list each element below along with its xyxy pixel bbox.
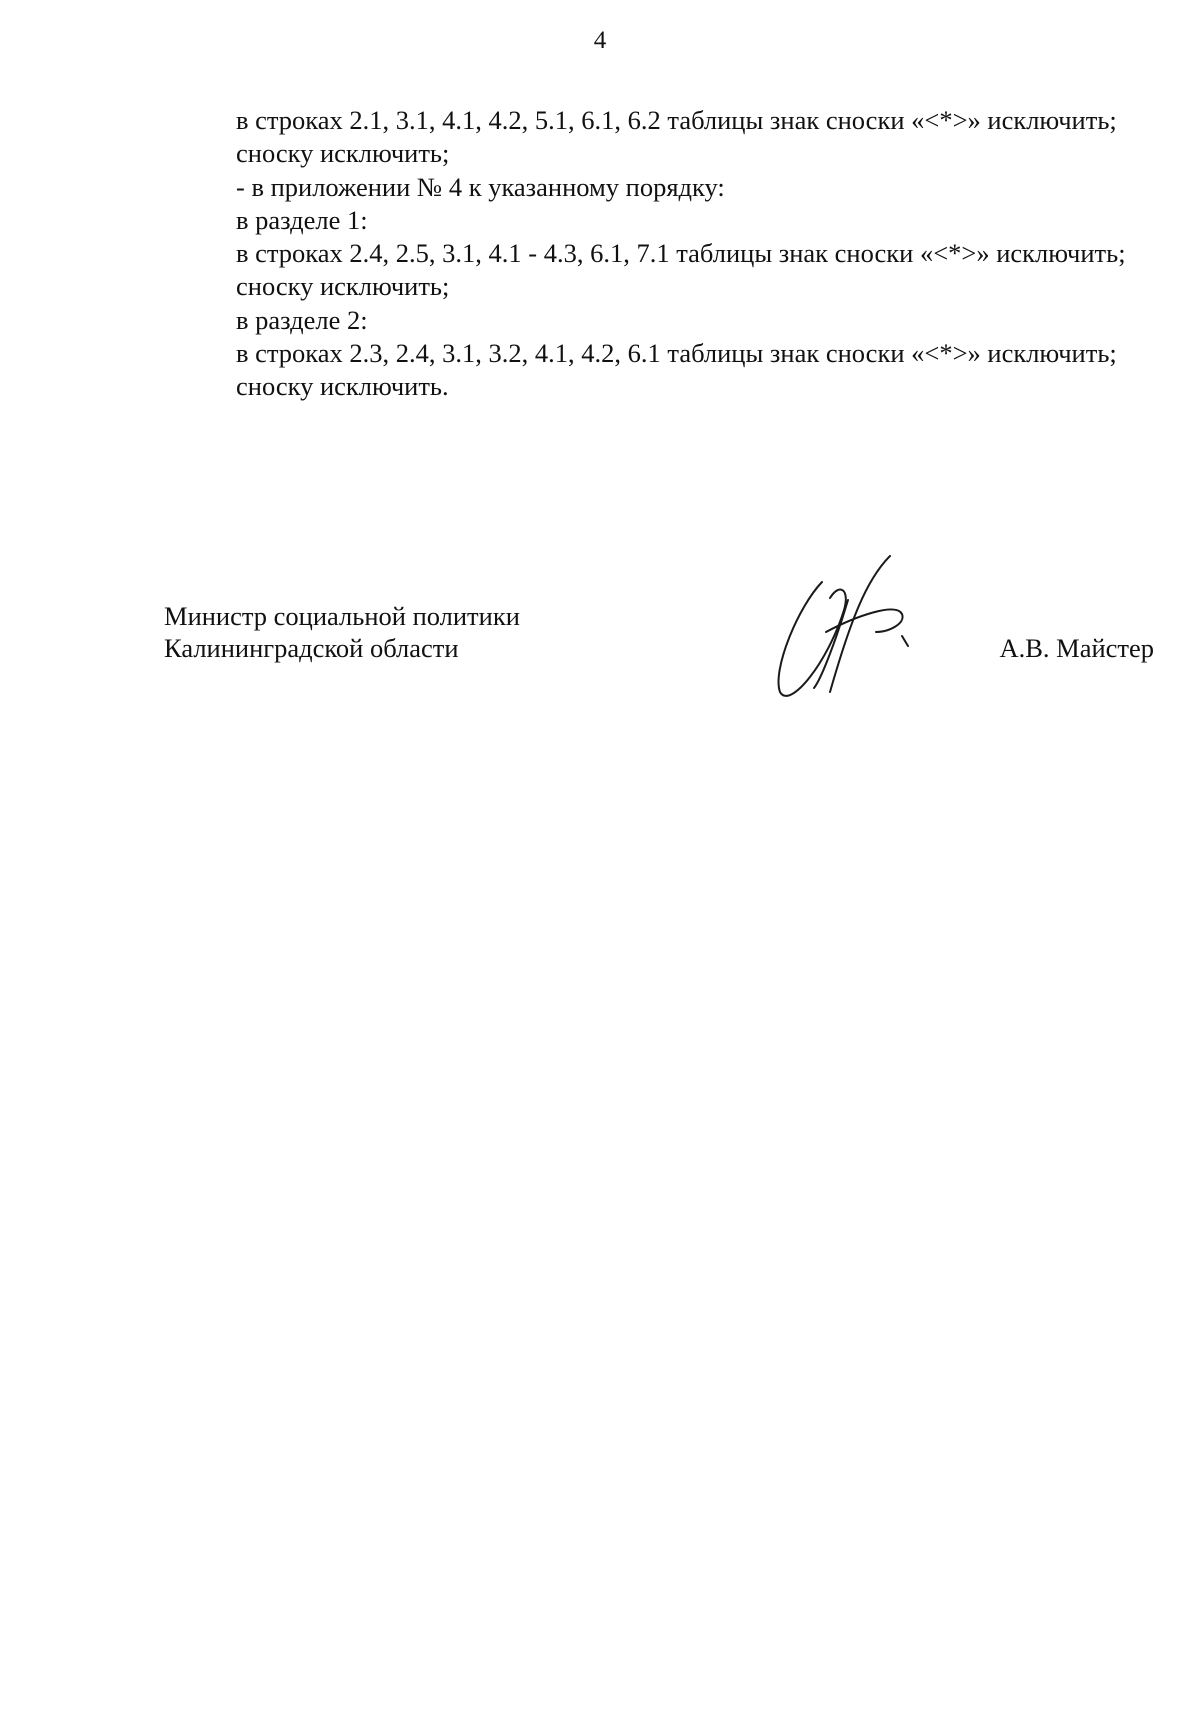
paragraph-3: - в приложении № 4 к указанному порядку: <box>236 171 725 202</box>
page-number: 4 <box>593 27 607 54</box>
paragraph-2: сноску исключить; <box>236 138 450 169</box>
paragraph-8: в строках 2.3, 2.4, 3.1, 3.2, 4.1, 4.2, 6.1 таблицы знак сноски «<*>» исключить; <box>236 338 1117 369</box>
signatory-position-line-2: Калининградской области <box>164 633 459 663</box>
paragraph-5: в строках 2.4, 2.5, 3.1, 4.1 - 4.3, 6.1, 7.1 таблицы знак сноски «<*>» исключить; <box>236 238 1126 269</box>
paragraph-1: в строках 2.1, 3.1, 4.1, 4.2, 5.1, 6.1, 6.2 таблицы знак сноски «<*>» исключить; <box>236 105 1117 135</box>
paragraph-9: сноску исключить. <box>236 371 449 402</box>
signatory-position-line-1: Министр социальной политики <box>164 601 520 631</box>
handwritten-signature <box>770 552 930 704</box>
paragraph-6: сноску исключить; <box>236 271 450 302</box>
signatory-position <box>164 600 520 664</box>
document-body <box>164 104 1158 404</box>
paragraph-7: в разделе 2: <box>236 304 368 335</box>
paragraph-4: в разделе 1: <box>236 204 368 235</box>
signatory-name: А.В. Майстер <box>999 633 1154 663</box>
